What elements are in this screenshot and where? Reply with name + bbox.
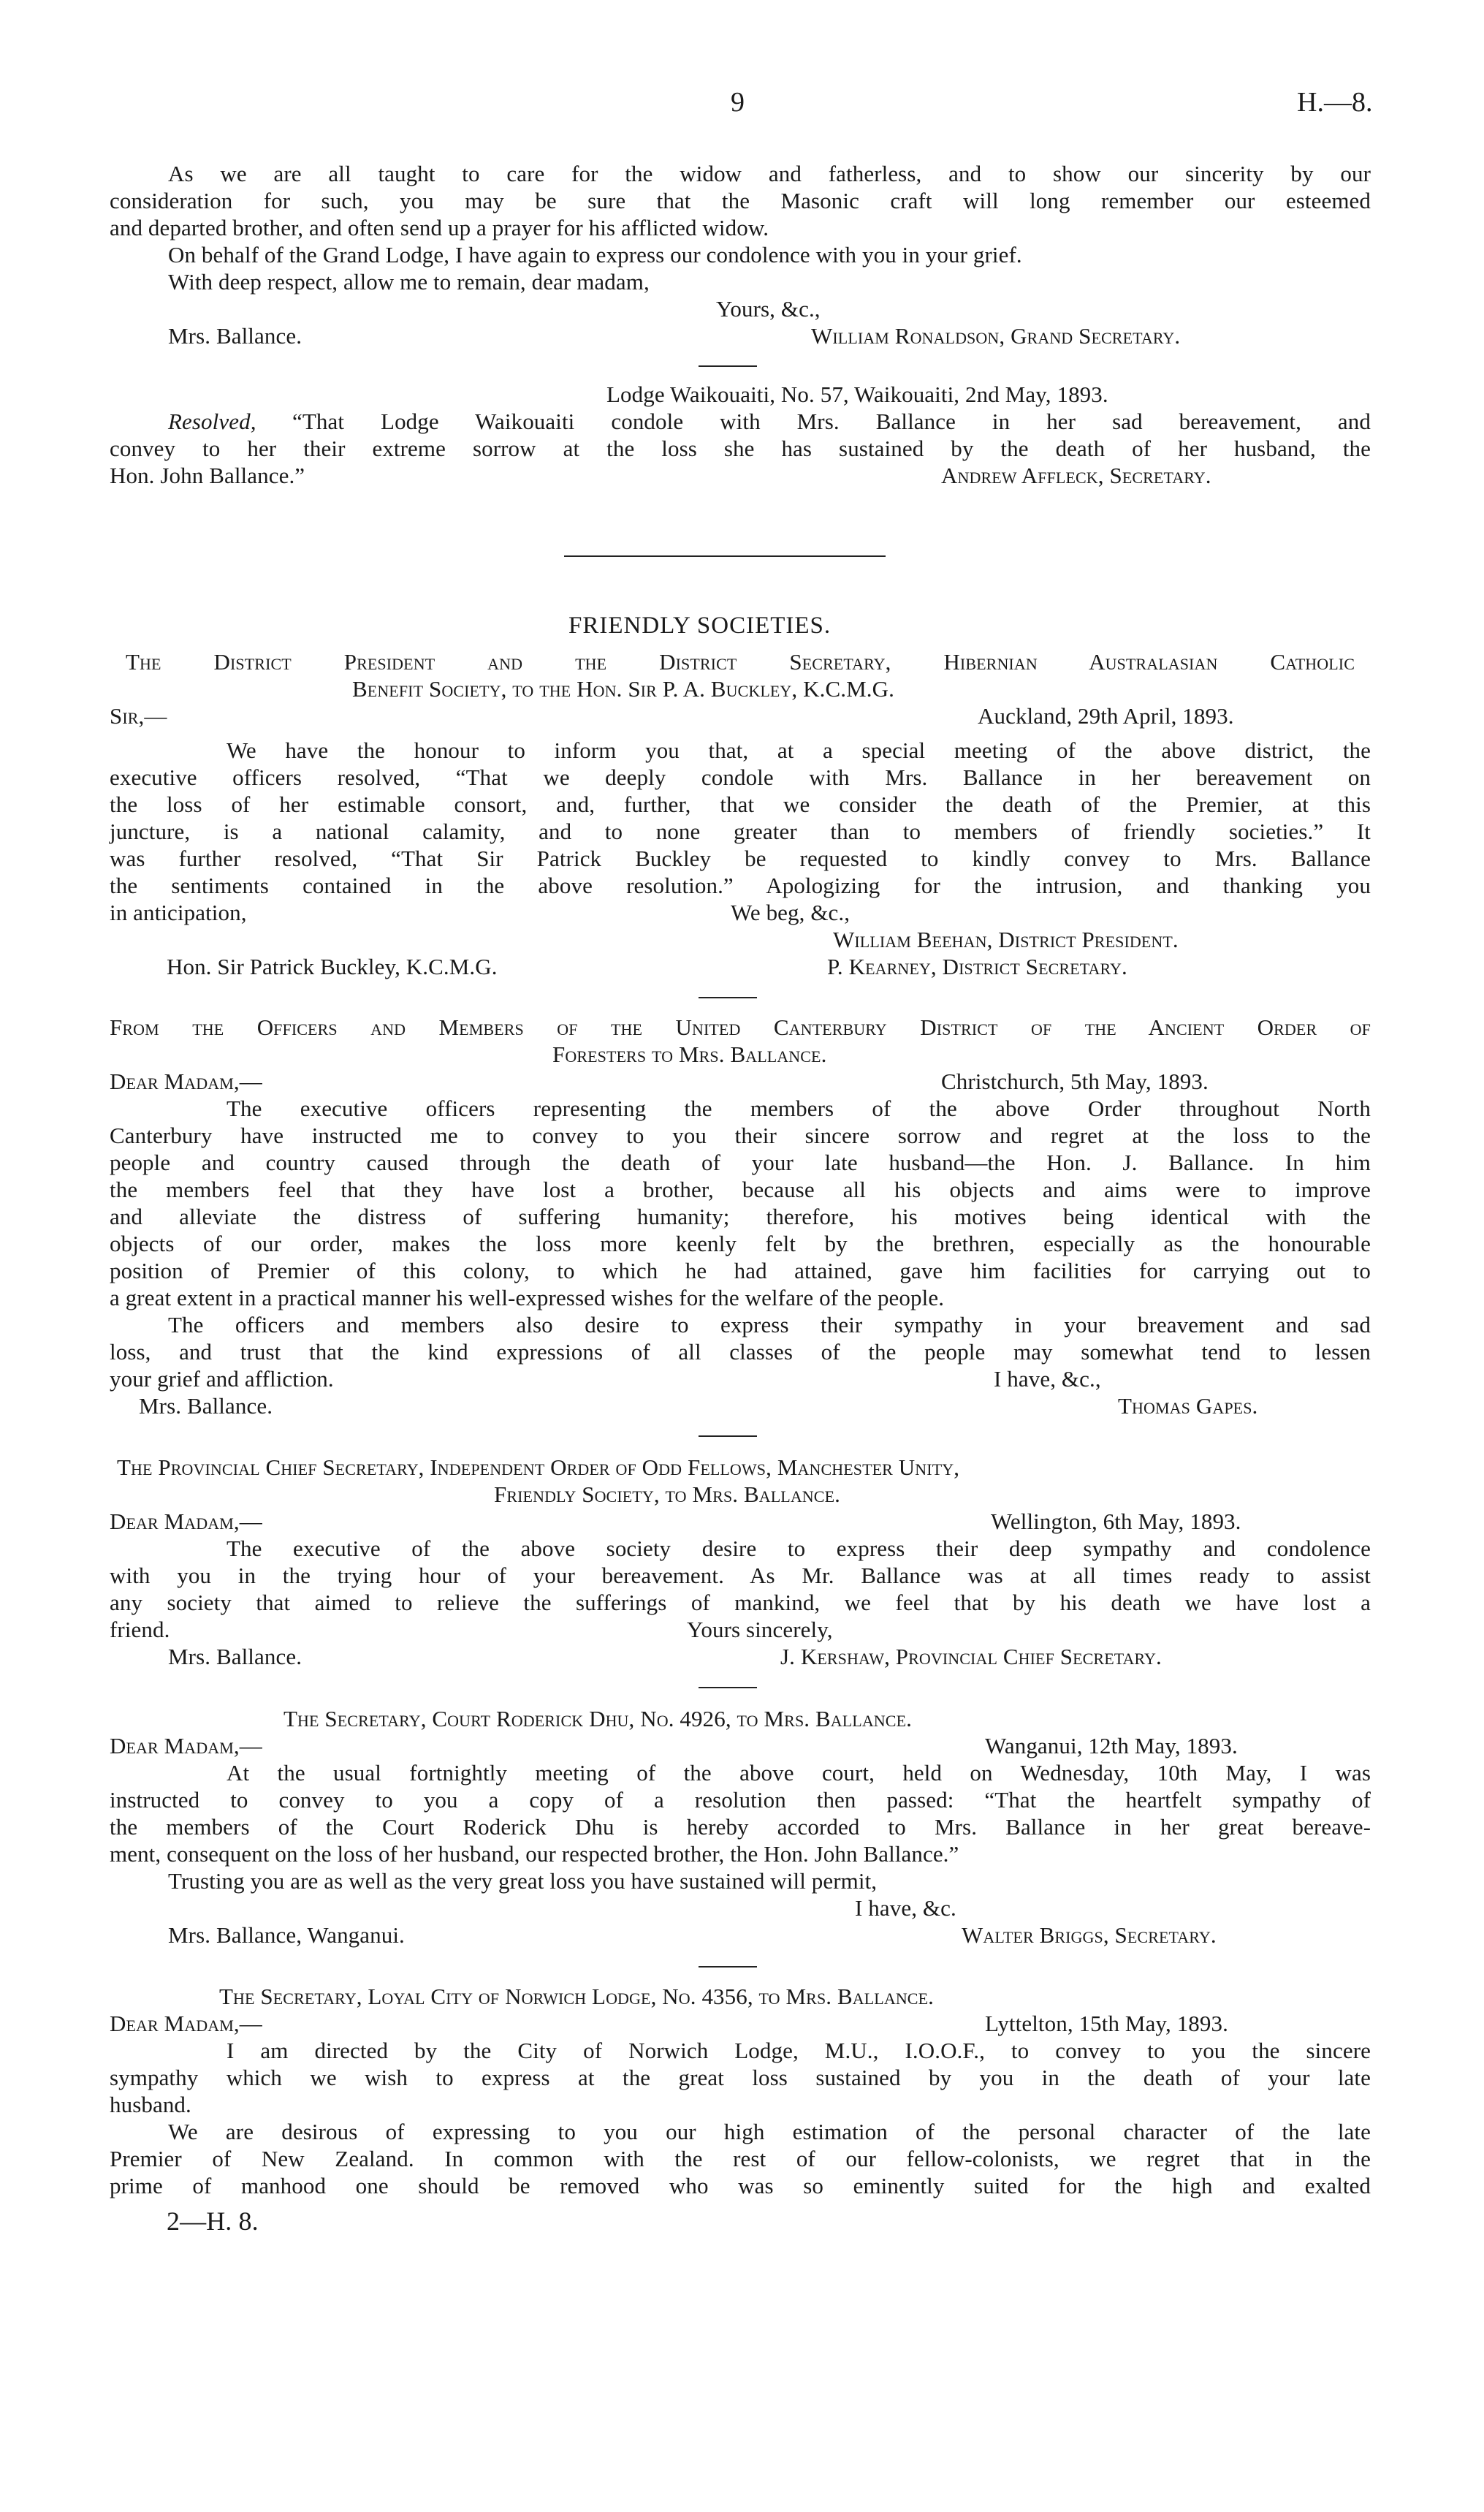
body-line: loss, and trust that the kind expressions of all classes of the people may somewhat tend to lessen: [110, 1339, 1371, 1365]
body-line: The officers and members also desire to express their sympathy in your breavement and sad: [168, 1312, 1371, 1337]
resolved-label: Resolved,: [168, 409, 256, 434]
body-line: Hon. John Ballance.”: [110, 463, 305, 488]
closing: Yours, &c.,: [716, 296, 821, 322]
body-line: was further resolved, “That Sir Patrick Buckley be requested to kindly convey to Mrs. Ballance: [110, 846, 1371, 871]
closing: Yours sincerely,: [687, 1617, 833, 1642]
body-line: husband.: [110, 2092, 191, 2117]
body-line: The executive of the above society desire to express their deep sympathy and condolence: [227, 1536, 1371, 1561]
body-line: sympathy which we wish to express at the great loss sustained by you in the death of your late: [110, 2065, 1371, 2090]
addressee: Hon. Sir Patrick Buckley, K.C.M.G.: [167, 954, 498, 979]
letter-heading: Benefit Society, to the Hon. Sir P. A. Buckley, K.C.M.G.: [352, 676, 894, 702]
body-line: executive officers resolved, “That we deeply condole with Mrs. Ballance in her bereavement on: [110, 764, 1371, 790]
body-line: the members feel that they have lost a brother, because all his objects and aims were to improve: [110, 1177, 1371, 1202]
divider: [699, 1687, 757, 1688]
divider: [699, 365, 757, 367]
body-line: friend.: [110, 1617, 170, 1642]
body-line: any society that aimed to relieve the sufferings of mankind, we feel that by his death we have lost a: [110, 1590, 1371, 1615]
body-line: consideration for such, you may be sure that the Masonic craft will long remember our esteemed: [110, 188, 1371, 213]
addressee: Mrs. Ballance.: [139, 1393, 273, 1419]
place-date: Lodge Waikouaiti, No. 57, Waikouaiti, 2nd May, 1893.: [606, 382, 1108, 407]
divider: [699, 1435, 757, 1437]
signature: William Beehan, District President.: [833, 927, 1179, 952]
addressee: Mrs. Ballance.: [168, 1644, 302, 1669]
body-line: “That Lodge Waikouaiti condole with Mrs. Ballance in her sad bereavement, and: [292, 409, 1371, 434]
body-line: I am directed by the City of Norwich Lodge, M.U., I.O.O.F., to convey to you the sincere: [227, 2038, 1371, 2063]
signature-mark: 2—H. 8.: [167, 2206, 259, 2236]
body-line: We have the honour to inform you that, at a special meeting of the above district, the: [227, 737, 1371, 763]
signature: Thomas Gapes.: [1118, 1393, 1258, 1419]
letter-heading: The Provincial Chief Secretary, Independent Order of Odd Fellows, Manchester Unity,: [117, 1454, 960, 1480]
section-rule: [564, 555, 886, 557]
body-line: The executive officers representing the members of the above Order throughout North: [227, 1096, 1371, 1121]
body-line: a great extent in a practical manner his well-expressed wishes for the welfare of the people.: [110, 1285, 945, 1310]
body-line: prime of manhood one should be removed who was so eminently suited for the high and exalted: [110, 2173, 1371, 2198]
addressee: Mrs. Ballance, Wanganui.: [168, 1922, 405, 1948]
closing: We beg, &c.,: [731, 900, 851, 925]
body-line: the members of the Court Roderick Dhu is hereby accorded to Mrs. Ballance in her great bereave-: [110, 1814, 1371, 1840]
body-line: convey to her their extreme sorrow at the loss she has sustained by the death of her husband, the: [110, 436, 1371, 461]
place-date: Lyttelton, 15th May, 1893.: [985, 2011, 1228, 2036]
signature: J. Kershaw, Provincial Chief Secretary.: [780, 1644, 1162, 1669]
closing: I have, &c.,: [994, 1366, 1101, 1392]
salutation: Dear Madam,—: [110, 1509, 262, 1534]
section-title: FRIENDLY SOCIETIES.: [568, 612, 832, 639]
body-line: and alleviate the distress of suffering humanity; therefore, his motives being identical with the: [110, 1204, 1371, 1229]
body-line: objects of our order, makes the loss more keenly felt by the brethren, especially as the honourable: [110, 1231, 1371, 1256]
body-line: and departed brother, and often send up a prayer for his afflicted widow.: [110, 215, 769, 240]
letter-heading: The Secretary, Loyal City of Norwich Lodge, No. 4356, to Mrs. Ballance.: [219, 1984, 934, 2009]
place-date: Auckland, 29th April, 1893.: [978, 703, 1234, 729]
salutation: Dear Madam,—: [110, 1733, 262, 1758]
body-line: With deep respect, allow me to remain, dear madam,: [168, 269, 650, 295]
body-line: Premier of New Zealand. In common with the rest of our fellow-colonists, we regret that in the: [110, 2146, 1371, 2171]
divider: [699, 1966, 757, 1968]
page-number: 9: [731, 87, 745, 118]
body-line: your grief and affliction.: [110, 1366, 334, 1392]
body-line: At the usual fortnightly meeting of the above court, held on Wednesday, 10th May, I was: [227, 1760, 1371, 1786]
place-date: Wanganui, 12th May, 1893.: [985, 1733, 1238, 1758]
salutation: Dear Madam,—: [110, 1069, 262, 1094]
letter-heading: Foresters to Mrs. Ballance.: [552, 1041, 827, 1067]
letter-heading: The District President and the District Secretary, Hibernian Australasian Catholic: [126, 649, 1355, 675]
body-line: the sentiments contained in the above resolution.” Apologizing for the intrusion, and thanking you: [110, 873, 1371, 898]
place-date: Wellington, 6th May, 1893.: [991, 1509, 1241, 1534]
signature: Walter Briggs, Secretary.: [962, 1922, 1217, 1948]
body-line: ment, consequent on the loss of her husband, our respected brother, the Hon. John Ballance.”: [110, 1841, 959, 1867]
body-line: Trusting you are as well as the very great loss you have sustained will permit,: [168, 1868, 878, 1894]
letter-heading: Friendly Society, to Mrs. Ballance.: [494, 1481, 840, 1507]
letter-heading: The Secretary, Court Roderick Dhu, No. 4926, to Mrs. Ballance.: [284, 1706, 912, 1731]
body-line: in anticipation,: [110, 900, 247, 925]
body-line: juncture, is a national calamity, and to none greater than to members of friendly societies.” It: [110, 819, 1371, 844]
body-line: As we are all taught to care for the widow and fatherless, and to show our sincerity by our: [168, 161, 1371, 186]
body-line: We are desirous of expressing to you our high estimation of the personal character of the late: [168, 2119, 1371, 2144]
signature: William Ronaldson, Grand Secretary.: [811, 323, 1181, 349]
salutation: Sir,—: [110, 703, 167, 729]
closing: I have, &c.: [855, 1895, 956, 1921]
divider: [699, 997, 757, 998]
body-line: people and country caused through the death of your late husband—the Hon. J. Ballance. In him: [110, 1150, 1371, 1175]
place-date: Christchurch, 5th May, 1893.: [941, 1069, 1209, 1094]
signature: Andrew Affleck, Secretary.: [941, 463, 1211, 488]
salutation: Dear Madam,—: [110, 2011, 262, 2036]
body-line: Canterbury have instructed me to convey to you their sincere sorrow and regret at the loss to the: [110, 1123, 1371, 1148]
letter-heading: From the Officers and Members of the United Canterbury District of the Ancient Order of: [110, 1014, 1371, 1040]
body-line: position of Premier of this colony, to which he had attained, gave him facilities for carrying out to: [110, 1258, 1371, 1283]
addressee: Mrs. Ballance.: [168, 323, 302, 349]
body-line: with you in the trying hour of your bereavement. As Mr. Ballance was at all times ready to assist: [110, 1563, 1371, 1588]
body-line: instructed to convey to you a copy of a resolution then passed: “That the heartfelt sympathy of: [110, 1787, 1371, 1813]
signature: P. Kearney, District Secretary.: [827, 954, 1127, 979]
document-reference: H.—8.: [1297, 87, 1373, 118]
body-line: the loss of her estimable consort, and, further, that we consider the death of the Premier, at this: [110, 792, 1371, 817]
body-line: On behalf of the Grand Lodge, I have again to express our condolence with you in your grief.: [168, 242, 1022, 267]
